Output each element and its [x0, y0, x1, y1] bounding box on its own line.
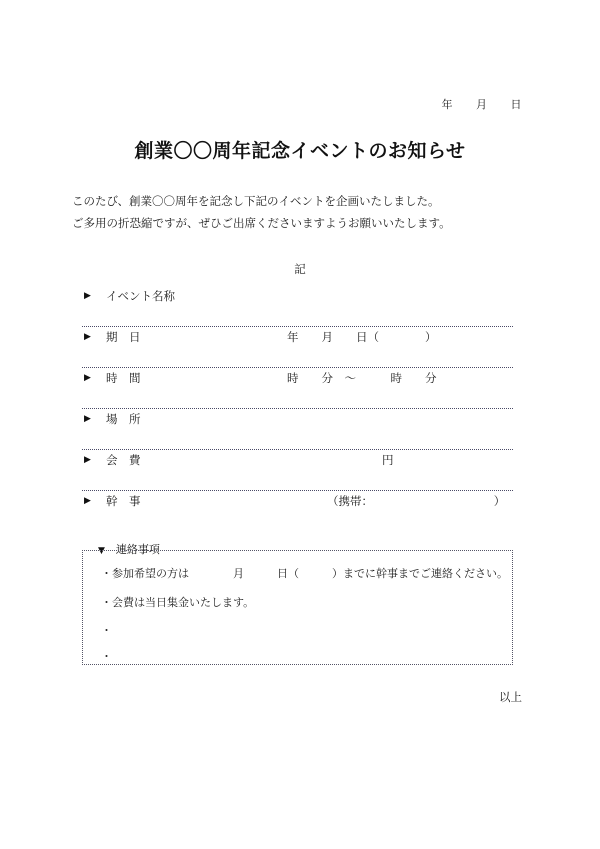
item-label-event-name: イベント名称	[106, 289, 175, 303]
list-item	[82, 450, 513, 491]
list-item[interactable]: ・	[101, 650, 112, 663]
date-line: 年 月 日	[441, 98, 522, 111]
list-item[interactable]: ・参加希望の方は 月 日（ ）までに幹事までご連絡ください。	[101, 567, 508, 580]
triangle-right-icon: ▶	[84, 291, 91, 301]
item-value-fee[interactable]: 円	[382, 453, 394, 467]
notes-heading-label: 連絡事項	[115, 543, 160, 556]
notes-box	[82, 550, 513, 665]
list-item[interactable]: ・会費は当日集金いたします。	[101, 596, 255, 609]
event-detail-list	[82, 286, 513, 531]
item-label-venue: 場 所	[106, 412, 141, 426]
item-value-time[interactable]: 時 分 ～ 時 分	[287, 371, 437, 385]
triangle-down-icon: ▼	[98, 546, 105, 556]
list-item[interactable]: ・	[101, 624, 112, 637]
triangle-right-icon: ▶	[84, 414, 91, 424]
triangle-right-icon: ▶	[84, 455, 91, 465]
triangle-right-icon: ▶	[84, 373, 91, 383]
item-value-organizer-mobile[interactable]: （携帯： ）	[327, 494, 506, 508]
list-item	[82, 286, 513, 327]
list-item	[82, 327, 513, 368]
list-item	[82, 409, 513, 450]
item-label-date: 期 日	[106, 330, 141, 344]
list-item	[82, 368, 513, 409]
page-title: 創業〇〇周年記念イベントのお知らせ	[134, 140, 466, 162]
intro-line-2: ご多用の折恐縮ですが、ぜひご出席くださいますようお願いいたします。	[72, 216, 451, 230]
item-label-organizer: 幹 事	[106, 494, 141, 508]
closing-text: 以上	[499, 690, 522, 704]
list-item	[82, 491, 513, 531]
intro-line-1: このたび、創業〇〇周年を記念し下記のイベントを企画いたしました。	[72, 194, 440, 208]
triangle-right-icon: ▶	[84, 332, 91, 342]
ki-mark: 記	[294, 262, 306, 276]
item-label-fee: 会 費	[106, 453, 141, 467]
item-value-date[interactable]: 年 月 日（ ）	[287, 330, 437, 344]
triangle-right-icon: ▶	[84, 496, 91, 506]
intro-paragraph	[72, 190, 532, 234]
item-label-time: 時 間	[106, 371, 141, 385]
